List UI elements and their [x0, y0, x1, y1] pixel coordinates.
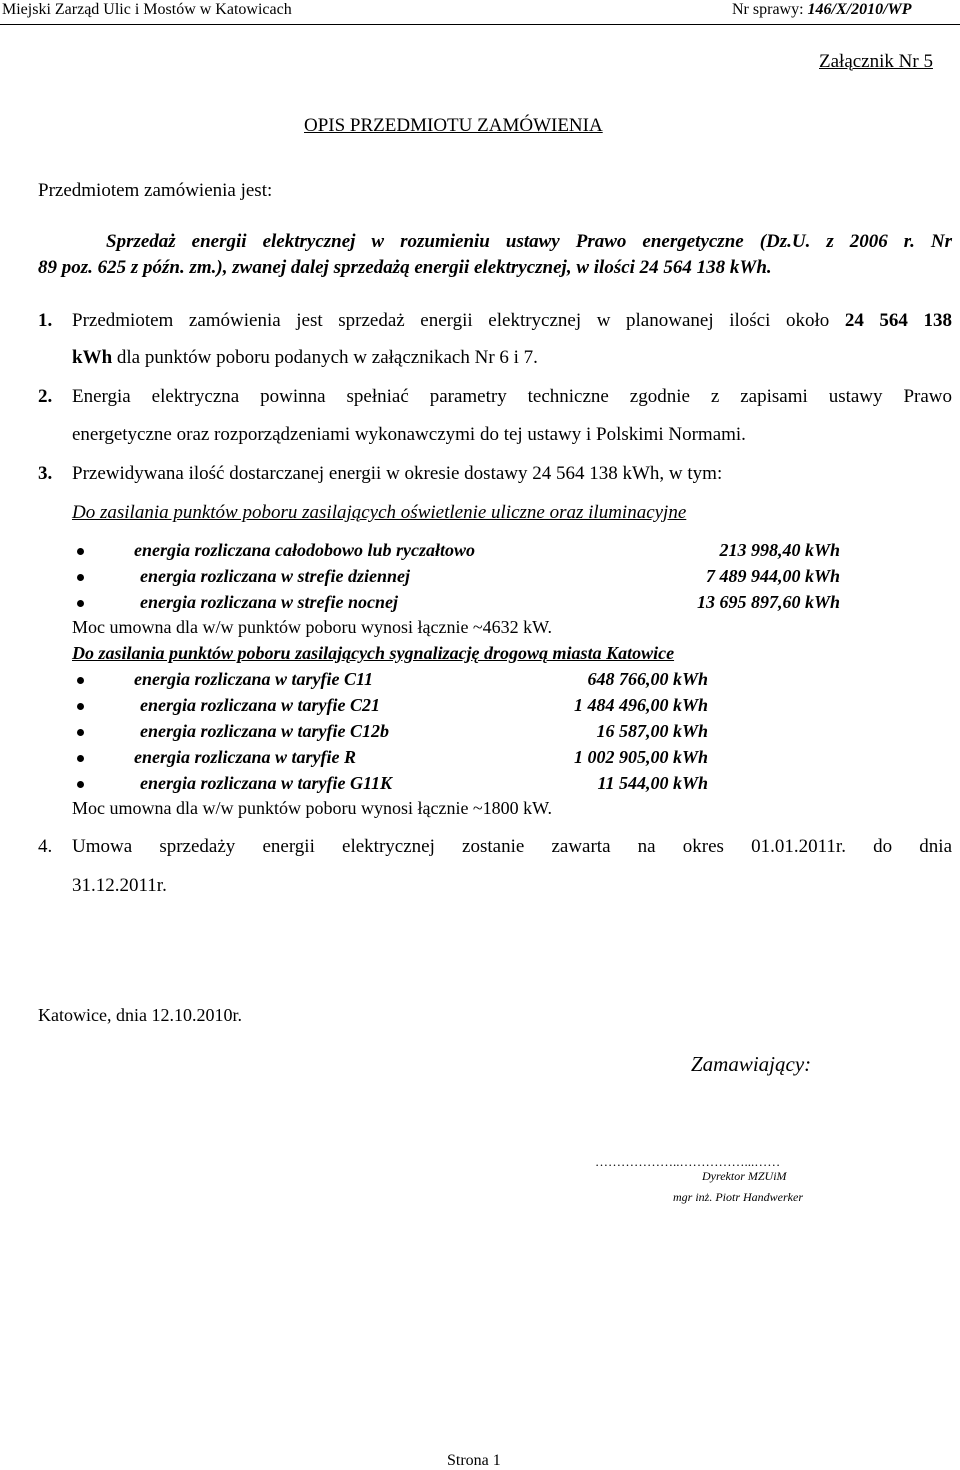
header-case-label: Nr sprawy:: [732, 1, 808, 18]
place-date: Katowice, dnia 12.10.2010r.: [38, 1005, 242, 1025]
intro-text: Przedmiotem zamówienia jest:: [38, 180, 273, 201]
group-2-heading: Do zasilania punktów poboru zasilających sygnalizację drogową miasta Katowice: [72, 643, 675, 663]
item-3-number: 3.: [38, 463, 53, 484]
bullet-icon: [77, 729, 84, 736]
bullet-icon: [77, 548, 84, 555]
item-3-line-1: Przewidywana ilość dostarczanej energii w okresie dostawy 24 564 138 kWh, w tym:: [72, 463, 723, 484]
group-2-row-2-label: energia rozliczana w taryfie C21: [140, 695, 381, 715]
bullet-icon: [77, 574, 84, 581]
group-2-row-1-label: energia rozliczana w taryfie C11: [134, 669, 374, 689]
item-4-number: 4.: [38, 836, 53, 857]
bullet-icon: [77, 703, 84, 710]
group-1-row-2-label: energia rozliczana w strefie dziennej: [140, 566, 411, 586]
group-2-row-3-label: energia rozliczana w taryfie C12b: [140, 721, 390, 741]
bullet-icon: [77, 677, 84, 684]
group-1-power: Moc umowna dla w/w punktów poboru wynosi łącznie ~4632 kW.: [72, 617, 553, 637]
item-1-unit: kWh: [72, 347, 113, 368]
item-1-text-2: dla punktów poboru podanych w załącznikach Nr 6 i 7.: [112, 347, 538, 368]
subject-line-2: 89 poz. 625 z późn. zm.), zwanej dalej sprzedażą energii elektrycznej, w ilości 24 564 138 kWh.: [38, 257, 772, 278]
group-2-row-4-value: 1 002 905,00 kWh: [573, 747, 708, 767]
item-2-number: 2.: [38, 386, 53, 407]
signature-dots: ………………..……………...……: [595, 1154, 781, 1169]
header-case: [732, 1, 912, 19]
bullet-icon: [77, 600, 84, 607]
item-2-line-1: Energia elektryczna powinna spełniać parametry techniczne zgodnie z zapisami ustawy Prawo: [72, 386, 952, 407]
item-1-line-2: [72, 347, 538, 369]
item-4-line-1: Umowa sprzedaży energii elektrycznej zostanie zawarta na okres 01.01.2011r. do dnia: [72, 836, 952, 857]
group-2-power: Moc umowna dla w/w punktów poboru wynosi łącznie ~1800 kW.: [72, 798, 553, 818]
item-1-text: Przedmiotem zamówienia jest sprzedaż energii elektrycznej w planowanej ilości około: [72, 310, 845, 331]
group-2-row-1-value: 648 766,00 kWh: [587, 669, 708, 689]
group-2-row-5-value: 11 544,00 kWh: [597, 773, 708, 793]
group-1-row-3-label: energia rozliczana w strefie nocnej: [140, 592, 399, 612]
signature-title: Dyrektor MZUiM: [702, 1169, 787, 1183]
header-org: Miejski Zarząd Ulic i Mostów w Katowicach: [2, 1, 292, 18]
group-2-row-4-label: energia rozliczana w taryfie R: [134, 747, 357, 767]
item-2-line-2: energetyczne oraz rozporządzeniami wykonawczymi do tej ustawy i Polskimi Normami.: [72, 424, 746, 445]
page-number: Strona 1: [447, 1452, 501, 1469]
header-case-number: 146/X/2010/WP: [807, 1, 912, 18]
group-1-row-1-value: 213 998,40 kWh: [719, 540, 840, 560]
group-1-heading: Do zasilania punktów poboru zasilających oświetlenie uliczne oraz iluminacyjne: [72, 502, 687, 523]
group-2-row-2-value: 1 484 496,00 kWh: [573, 695, 708, 715]
bullet-icon: [77, 781, 84, 788]
signature-name: mgr inż. Piotr Handwerker: [673, 1190, 803, 1204]
group-1-row-2-value: 7 489 944,00 kWh: [705, 566, 840, 586]
item-4-line-2: 31.12.2011r.: [72, 875, 167, 896]
item-1-line-1: [72, 310, 952, 332]
bullet-icon: [77, 755, 84, 762]
signature-role: Zamawiający:: [691, 1052, 812, 1076]
group-2-row-5-label: energia rozliczana w taryfie G11K: [140, 773, 393, 793]
item-1-quantity: 24 564 138: [844, 310, 953, 331]
header-divider: [0, 24, 960, 25]
group-1-row-3-value: 13 695 897,60 kWh: [696, 592, 840, 612]
group-1-row-1-label: energia rozliczana całodobowo lub ryczałtowo: [134, 540, 476, 560]
item-1-number: 1.: [38, 310, 53, 331]
group-2-row-3-value: 16 587,00 kWh: [596, 721, 708, 741]
subject-line-1: Sprzedaż energii elektrycznej w rozumieniu ustawy Prawo energetyczne (Dz.U. z 2006 r. Nr: [106, 231, 952, 252]
document-title: OPIS PRZEDMIOTU ZAMÓWIENIA: [304, 115, 603, 136]
attachment-label: Załącznik Nr 5: [819, 51, 933, 72]
